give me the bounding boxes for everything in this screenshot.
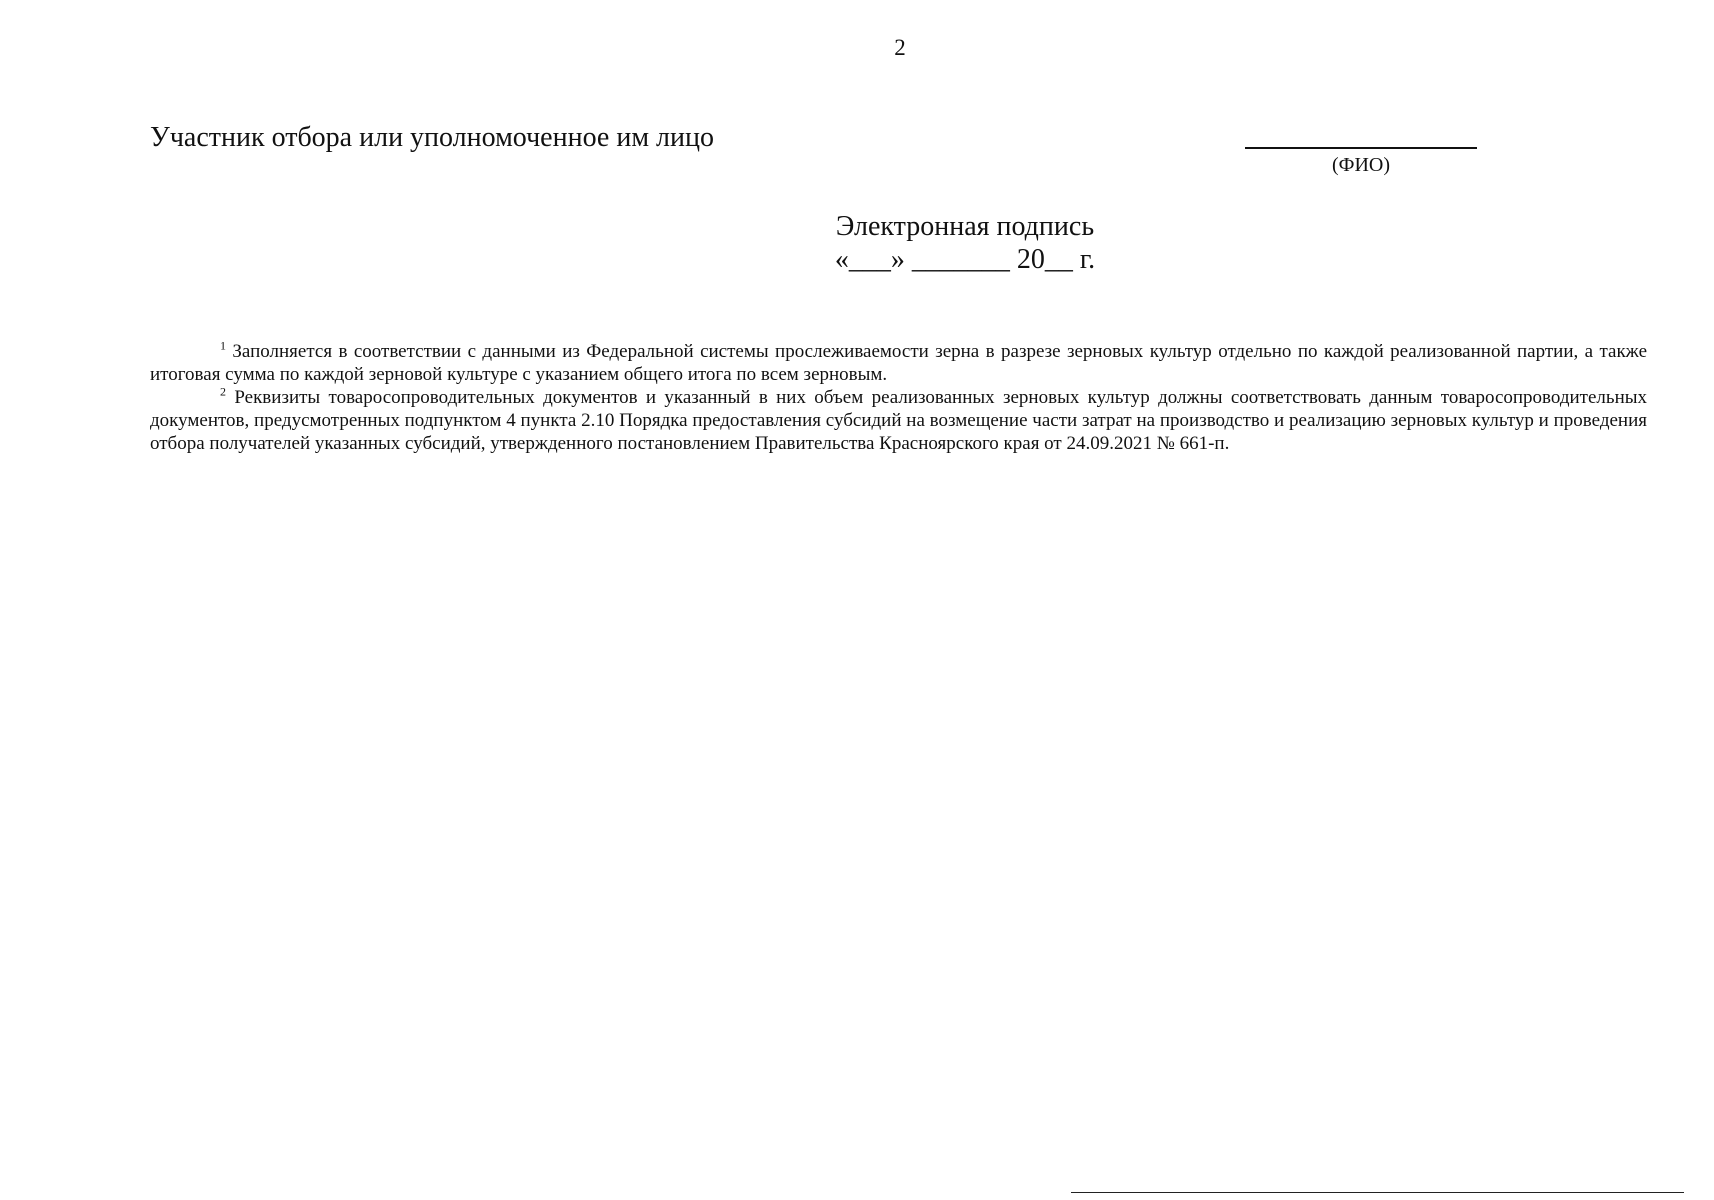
footnote-marker-1: 1 <box>220 338 226 353</box>
bottom-rule <box>1071 1192 1684 1193</box>
footnote-text-2: Реквизиты товаросопроводительных документов и указанный в них объем реализованных зерновых культур должны соответствовать данным товаросопроводительных документов, предусмотренных подпунктом 4 пункта 2.10 Порядка предоставления субсидий на возмещение части затрат на производство и реализацию зерновых культур и проведения отбора получателей указанных субсидий, утвержденного постановлением Правительства Красноярского края от 24.09.2021 № 661-п. <box>150 387 1647 454</box>
fio-caption: (ФИО) <box>1331 154 1390 176</box>
footnote-1 <box>150 340 1647 386</box>
footnote-marker-2: 2 <box>220 384 226 399</box>
participant-label: Участник отбора или уполномоченное им лицо <box>150 122 714 153</box>
signature-block <box>1245 126 1477 177</box>
signature-line <box>1245 147 1477 149</box>
page-number: 2 <box>894 35 906 60</box>
signature-date: «___» _______ 20__ г. <box>834 244 1096 275</box>
electronic-signature-label: Электронная подпись <box>835 211 1095 242</box>
footnote-2 <box>150 386 1647 455</box>
electronic-signature-block <box>765 210 1165 276</box>
footnotes <box>150 340 1647 455</box>
footnote-text-1: Заполняется в соответствии с данными из Федеральной системы прослеживаемости зерна в разрезе зерновых культур отдельно по каждой реализованной партии, а также итоговая сумма по каждой зерновой культуре с указанием общего итога по всем зерновым. <box>150 341 1647 385</box>
